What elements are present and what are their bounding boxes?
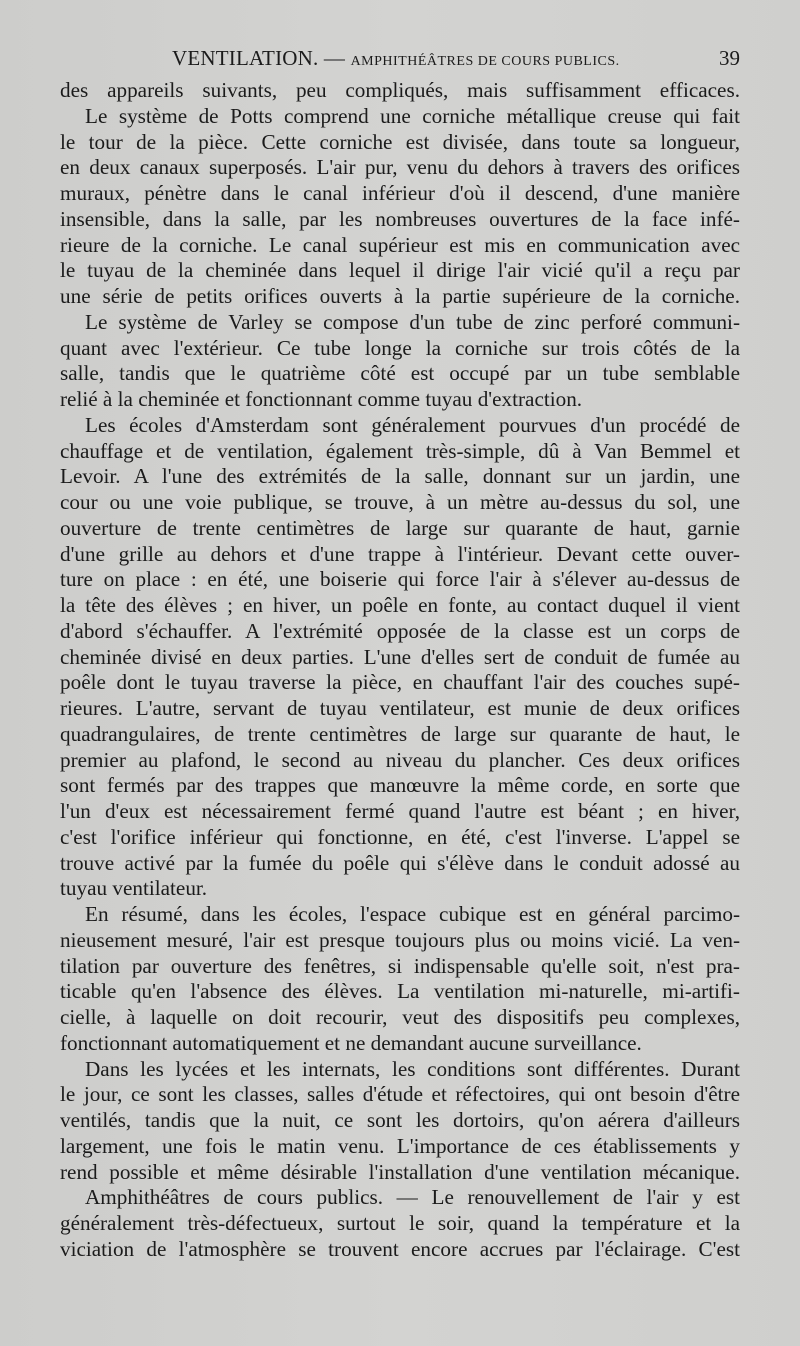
text-line: muraux, pénètre dans le canal inférieur d'où il descend, d'une manière — [60, 181, 740, 205]
text-line: premier au plafond, le second au niveau du plancher. Ces deux orifices — [60, 747, 740, 772]
text-line: ouverture de trente centimètres de large sur quarante de haut, garnie — [60, 515, 740, 540]
text-line: salle, tandis que le quatrième côté est occupé par un tube semblable — [60, 361, 740, 386]
text-line: d'une grille au dehors et d'une trappe à l'intérieur. Devant cette ouver- — [60, 541, 740, 566]
text-line: Les écoles d'Amsterdam sont généralement pourvues d'un procédé de — [85, 412, 740, 437]
text-line: généralement très-défectueux, surtout le soir, quand la température et la — [60, 1211, 740, 1235]
text-line: c'est l'orifice inférieur qui fonctionne, en été, c'est l'inverse. L'appel se — [60, 824, 740, 849]
text-line: ventilés, tandis que la nuit, ce sont les dortoirs, qu'on aérera d'ailleurs — [60, 1108, 740, 1132]
text-line: cheminée divisé en deux parties. L'une d'elles sert de conduit de fumée au — [60, 644, 740, 669]
running-header — [60, 46, 740, 76]
text-line: en deux canaux superposés. L'air pur, venu du dehors à travers des orifices — [60, 155, 740, 180]
text-line: chauffage et de ventilation, également très-simple, dû à Van Bemmel et — [60, 438, 740, 463]
text-line: relié à la cheminée et fonctionnant comme tuyau d'extraction. — [60, 387, 583, 411]
text-line: le tuyau de la cheminée dans lequel il dirige l'air vicié qu'il a reçu par — [60, 258, 740, 283]
text-line: cielle, à laquelle on doit recourir, veut des dispositifs peu complexes, — [60, 1005, 740, 1029]
text-line: En résumé, dans les écoles, l'espace cubique est en général parcimo- — [85, 902, 740, 926]
text-line: nieusement mesuré, l'air est presque toujours plus ou moins vicié. La ven- — [60, 927, 740, 952]
text-line: fonctionnant automatiquement et ne demandant aucune surveillance. — [60, 1030, 642, 1055]
text-line: une série de petits orifices ouverts à la partie supérieure de la corniche. — [60, 284, 740, 308]
text-line: la tête des élèves ; en hiver, un poêle en fonte, au contact duquel il vient — [60, 593, 740, 617]
running-title — [172, 46, 620, 71]
text-line: Dans les lycées et les internats, les conditions sont différentes. Durant — [85, 1056, 740, 1081]
text-line: l'un d'eux est nécessairement fermé quand l'autre est béant ; en hiver, — [60, 799, 740, 823]
text-line: viciation de l'atmosphère se trouvent encore accrues par l'éclairage. C'est — [60, 1236, 740, 1261]
running-title-main: VENTILATION. — — [172, 46, 346, 70]
section-heading-line: Amphithéâtres de cours publics. — Le renouvellement de l'air y est — [85, 1185, 740, 1210]
text-line: insensible, dans la salle, par les nombreuses ouvertures de la face infé- — [60, 206, 740, 231]
body-text — [60, 78, 740, 1263]
text-line: ture on place : en été, une boiserie qui force l'air à s'élever au-dessus de — [60, 567, 740, 592]
text-line: rieures. L'autre, servant de tuyau ventilateur, est munie de deux orifices — [60, 696, 740, 720]
page-number: 39 — [719, 46, 740, 70]
text-line: tilation par ouverture des fenêtres, si indispensable qu'elle soit, n'est pra- — [60, 953, 740, 978]
text-line: des appareils suivants, peu compliqués, mais suffisamment efficaces. — [60, 78, 740, 102]
text-line: ticable qu'en l'absence des élèves. La ventilation mi-naturelle, mi-artifi- — [60, 979, 740, 1004]
text-line: quadrangulaires, de trente centimètres de large sur quarante de haut, le — [60, 721, 740, 746]
text-line: Le système de Varley se compose d'un tube de zinc perforé communi- — [85, 309, 740, 334]
text-line: Le système de Potts comprend une corniche métallique creuse qui fait — [85, 103, 740, 128]
text-line: cour ou une voie publique, se trouve, à un mètre au-dessus du sol, une — [60, 490, 740, 514]
text-line: largement, une fois le matin venu. L'importance de ces établissements y — [60, 1133, 740, 1158]
text-line: sont fermés par des trappes que manœuvre la même corde, en sorte que — [60, 773, 740, 798]
text-line: rend possible et même désirable l'installation d'une ventilation mécanique. — [60, 1159, 740, 1184]
text-line: Levoir. A l'une des extrémités de la salle, donnant sur un jardin, une — [60, 464, 740, 489]
text-line: le tour de la pièce. Cette corniche est divisée, dans toute sa longueur, — [60, 129, 740, 154]
running-title-sub: AMPHITHÉÂTRES DE COURS PUBLICS. — [350, 54, 620, 69]
text-line: poêle dont le tuyau traverse la pièce, en chauffant l'air des couches supé- — [60, 670, 740, 695]
text-line: tuyau ventilateur. — [60, 876, 208, 901]
text-line: rieure de la corniche. Le canal supérieur est mis en communication avec — [60, 232, 740, 257]
text-line: trouve activé par la fumée du poêle qui s'élève dans le conduit adossé au — [60, 850, 740, 875]
text-line: d'abord s'échauffer. A l'extrémité opposée de la classe est un corps de — [60, 618, 740, 643]
text-line: le jour, ce sont les classes, salles d'étude et réfectoires, qui ont besoin d'être — [60, 1082, 740, 1107]
text-line: quant avec l'extérieur. Ce tube longe la corniche sur trois côtés de la — [60, 335, 740, 360]
